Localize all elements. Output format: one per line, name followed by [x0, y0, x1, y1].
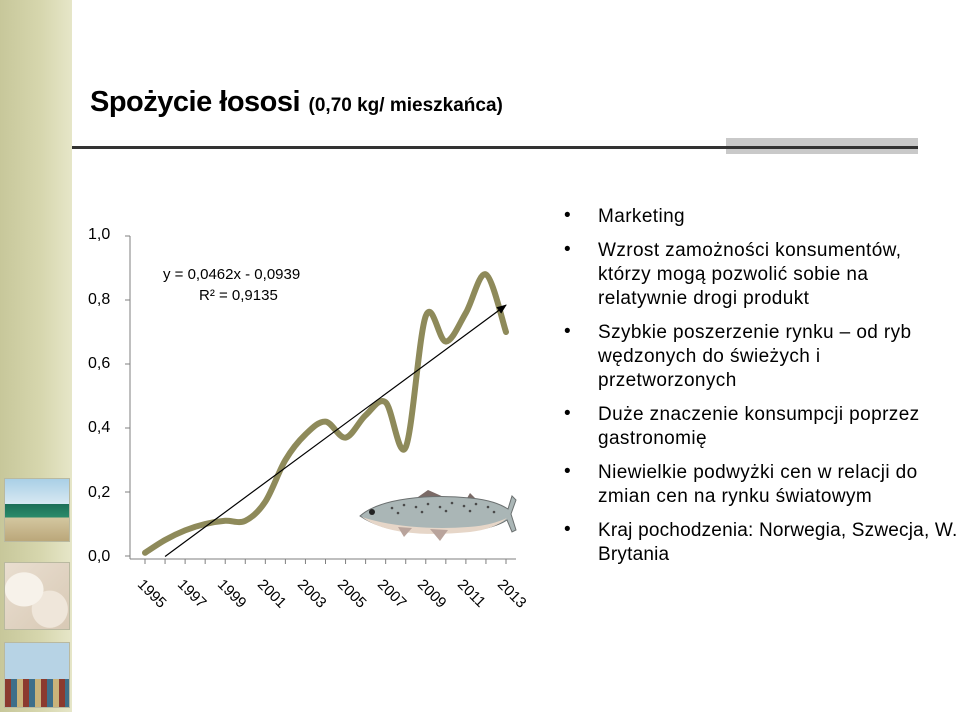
bullet-item	[564, 519, 960, 567]
x-tick-label: 2011	[453, 576, 489, 611]
title-main: Spożycie łososi	[90, 86, 301, 118]
y-tick-label: 0,8	[88, 291, 111, 308]
x-tick-label: 2003	[293, 576, 330, 612]
bullet-item	[564, 321, 960, 393]
x-tick-label: 1999	[213, 576, 250, 612]
x-tick-label: 2007	[373, 576, 410, 612]
bullet-item	[564, 403, 960, 451]
bullet-symbol: •	[564, 239, 572, 260]
x-tick-label: 2005	[333, 576, 370, 612]
bullet-text: Szybkie poszerzenie rynku – od ryb wędzonych do świeżych i przetworzonych	[598, 322, 912, 391]
bullet-symbol: •	[564, 519, 571, 540]
y-tick-label: 1,0	[88, 226, 111, 243]
y-tick-label: 0,2	[88, 484, 111, 501]
bullet-text: Wzrost zamożności konsumentów, którzy mogą pozwolić sobie na relatywnie drogi produkt	[598, 240, 902, 309]
bullet-list	[564, 205, 960, 577]
bullet-text: Marketing	[598, 206, 686, 227]
x-tick-label: 2013	[493, 576, 530, 612]
equation-line: y = 0,0462x - 0,0939	[163, 266, 301, 283]
y-tick-label: 0,4	[88, 419, 111, 436]
bullet-item	[564, 205, 960, 229]
title-subtitle: (0,70 kg/ mieszkańca)	[308, 95, 503, 116]
y-tick-label: 0,0	[88, 548, 111, 565]
x-tick-label: 1995	[133, 576, 170, 612]
bullet-symbol: •	[564, 321, 572, 342]
bullet-item	[564, 239, 960, 311]
bullet-symbol: •	[564, 461, 572, 482]
x-tick-label: 2001	[253, 576, 290, 612]
bullet-text: Duże znaczenie konsumpcji poprzez gastronomię	[598, 404, 920, 449]
bullet-symbol: •	[564, 403, 572, 424]
y-tick-label: 0,6	[88, 355, 111, 372]
salmon-illustration	[360, 490, 516, 541]
x-tick-label: 1997	[173, 576, 210, 612]
equation-r-squared: R² = 0,9135	[199, 287, 278, 304]
bullet-text: Niewielkie podwyżki cen w relacji do zmian cen na rynku światowym	[598, 462, 918, 507]
bullet-text: Kraj pochodzenia: Norwegia, Szwecja, W. Brytania	[598, 520, 958, 565]
x-tick-label: 2009	[413, 576, 450, 612]
bullet-item	[564, 461, 960, 509]
bullet-symbol: •	[564, 205, 572, 226]
